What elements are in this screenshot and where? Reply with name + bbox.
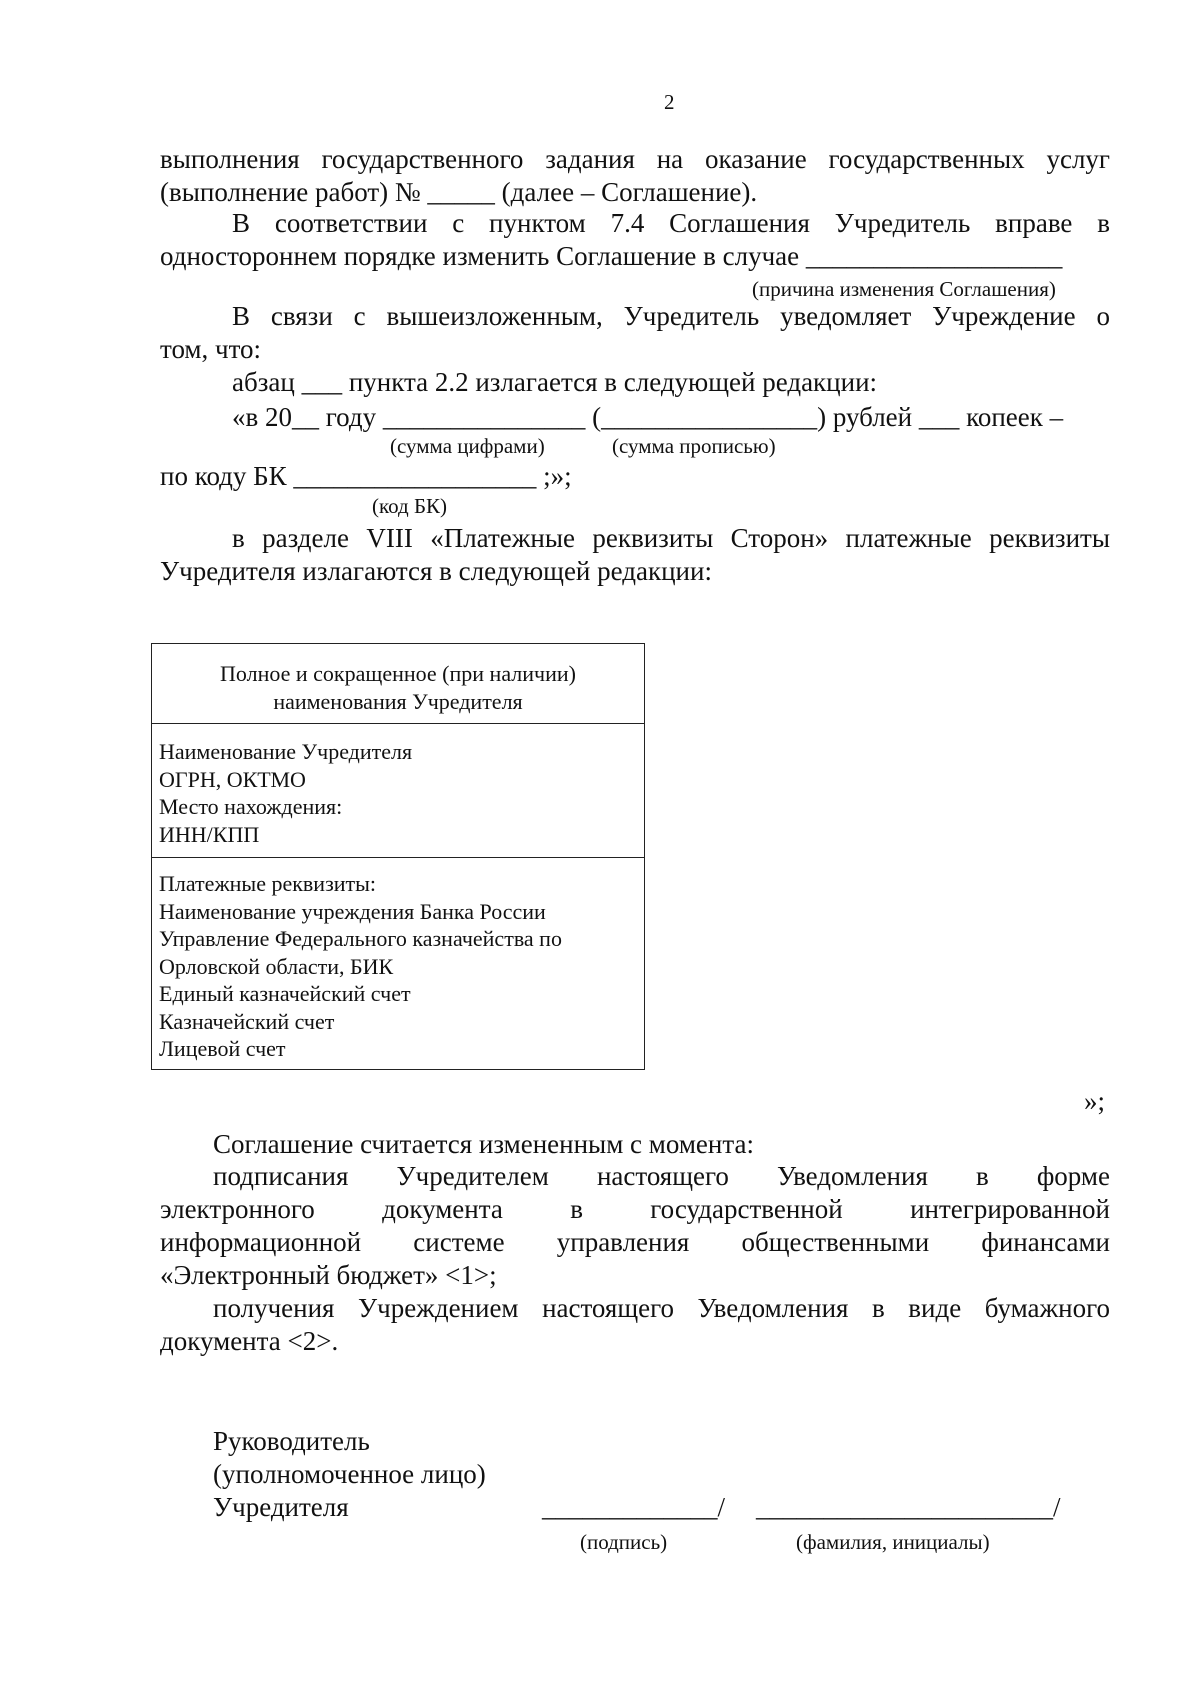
p6-line3 [160, 1193, 1110, 1225]
word: документа [382, 1194, 503, 1224]
signature-role-line1: Руководитель [213, 1426, 370, 1456]
word: системе [413, 1227, 505, 1257]
p1-line2: (выполнение работ) № _____ (далее – Соглашение). [160, 177, 758, 207]
name-line: ______________________/ [756, 1492, 1061, 1522]
word: Уведомления [777, 1161, 928, 1191]
page-number: 2 [664, 90, 675, 114]
table-cell-line: Наименование учреждения Банка России [159, 898, 546, 924]
founder-requisites-table [151, 643, 645, 1070]
word: электронного [160, 1194, 315, 1224]
p6-line7: документа <2>. [160, 1326, 339, 1356]
word: форме [1036, 1161, 1110, 1191]
p4-line1: абзац ___ пункта 2.2 излагается в следующей редакции: [232, 367, 878, 397]
table-cell-line: Единый казначейский счет [159, 981, 411, 1006]
table-cell-line: ИНН/КПП [159, 821, 260, 847]
table-block-founder [152, 724, 644, 858]
table-header-line: наименования Учредителя [273, 688, 523, 714]
word: государственной [650, 1194, 843, 1224]
table-cell-line: Платежные реквизиты: [159, 871, 377, 896]
table-cell-line: Место нахождения: [159, 794, 343, 819]
p6-line6 [213, 1292, 1110, 1324]
signature-role-line3: Учредителя [213, 1492, 349, 1522]
closing-quote: »; [1084, 1086, 1106, 1116]
table-cell-line: Управление Федерального казначейства по [159, 926, 562, 951]
p5-line1 [232, 522, 1110, 554]
table-cell-line: Орловской области, БИК [159, 953, 394, 979]
word: Учредителем [396, 1161, 549, 1191]
word: управления [556, 1227, 690, 1257]
p6-line1: Соглашение считается измененным с момента: [213, 1129, 754, 1159]
p5-line1-text: в разделе VIII «Платежные реквизиты Сторон» платежные реквизиты [232, 523, 1110, 553]
table-cell-line: Казначейский счет [159, 1008, 335, 1034]
p3-line1 [232, 300, 1110, 332]
p4-caption-sum-digits: (сумма цифрами) [390, 434, 545, 458]
word: общественными [741, 1227, 930, 1257]
signature-caption: (подпись) [580, 1530, 668, 1554]
p1-line1-text: выполнения государственного задания на оказание государственных услуг [160, 144, 1110, 174]
p5-line2: Учредителя излагаются в следующей редакции: [160, 556, 712, 586]
table-block-payment [152, 858, 644, 1069]
table-cell-line: ОГРН, ОКТМО [159, 766, 306, 792]
p3-line1-text: В связи с вышеизложенным, Учредитель уведомляет Учреждение о [232, 301, 1110, 331]
word: подписания [213, 1161, 349, 1191]
p3-line2: том, что: [160, 334, 262, 364]
p4-caption-sum-words: (сумма прописью) [612, 434, 776, 458]
p6-line4 [160, 1226, 1110, 1258]
p2-line2: одностороннем порядке изменить Соглашение в случае ___________________ [160, 241, 1063, 271]
word: в [570, 1194, 583, 1224]
word: в [975, 1161, 989, 1191]
table-header-line: Полное и сокращенное (при наличии) [220, 661, 576, 686]
p1-line1 [160, 143, 1110, 175]
table-cell-line: Лицевой счет [159, 1036, 286, 1061]
p4-caption-code: (код БК) [372, 494, 448, 518]
p4-line3: по коду БК __________________ ;»; [160, 461, 572, 491]
signature-role-line2: (уполномоченное лицо) [213, 1459, 486, 1489]
p6-line5: «Электронный бюджет» <1>; [160, 1260, 497, 1290]
p6-line6-text: получения Учреждением настоящего Уведомления в виде бумажного [213, 1293, 1110, 1323]
word: интегрированной [910, 1194, 1110, 1224]
table-header [152, 644, 644, 724]
p2-line1 [232, 207, 1110, 239]
word: финансами [981, 1227, 1110, 1257]
word: информационной [160, 1227, 362, 1257]
signature-line: _____________/ [542, 1492, 726, 1522]
p6-line2 [213, 1160, 1110, 1192]
word: настоящего [596, 1161, 729, 1191]
p2-line1-text: В соответствии с пунктом 7.4 Соглашения Учредитель вправе в [232, 208, 1110, 238]
table-cell-line: Наименование Учредителя [159, 739, 413, 764]
p2-caption: (причина изменения Соглашения) [752, 277, 1056, 301]
p4-line2: «в 20__ году _______________ (________________) рублей ___ копеек – [232, 402, 1064, 432]
name-caption: (фамилия, инициалы) [796, 1530, 990, 1554]
